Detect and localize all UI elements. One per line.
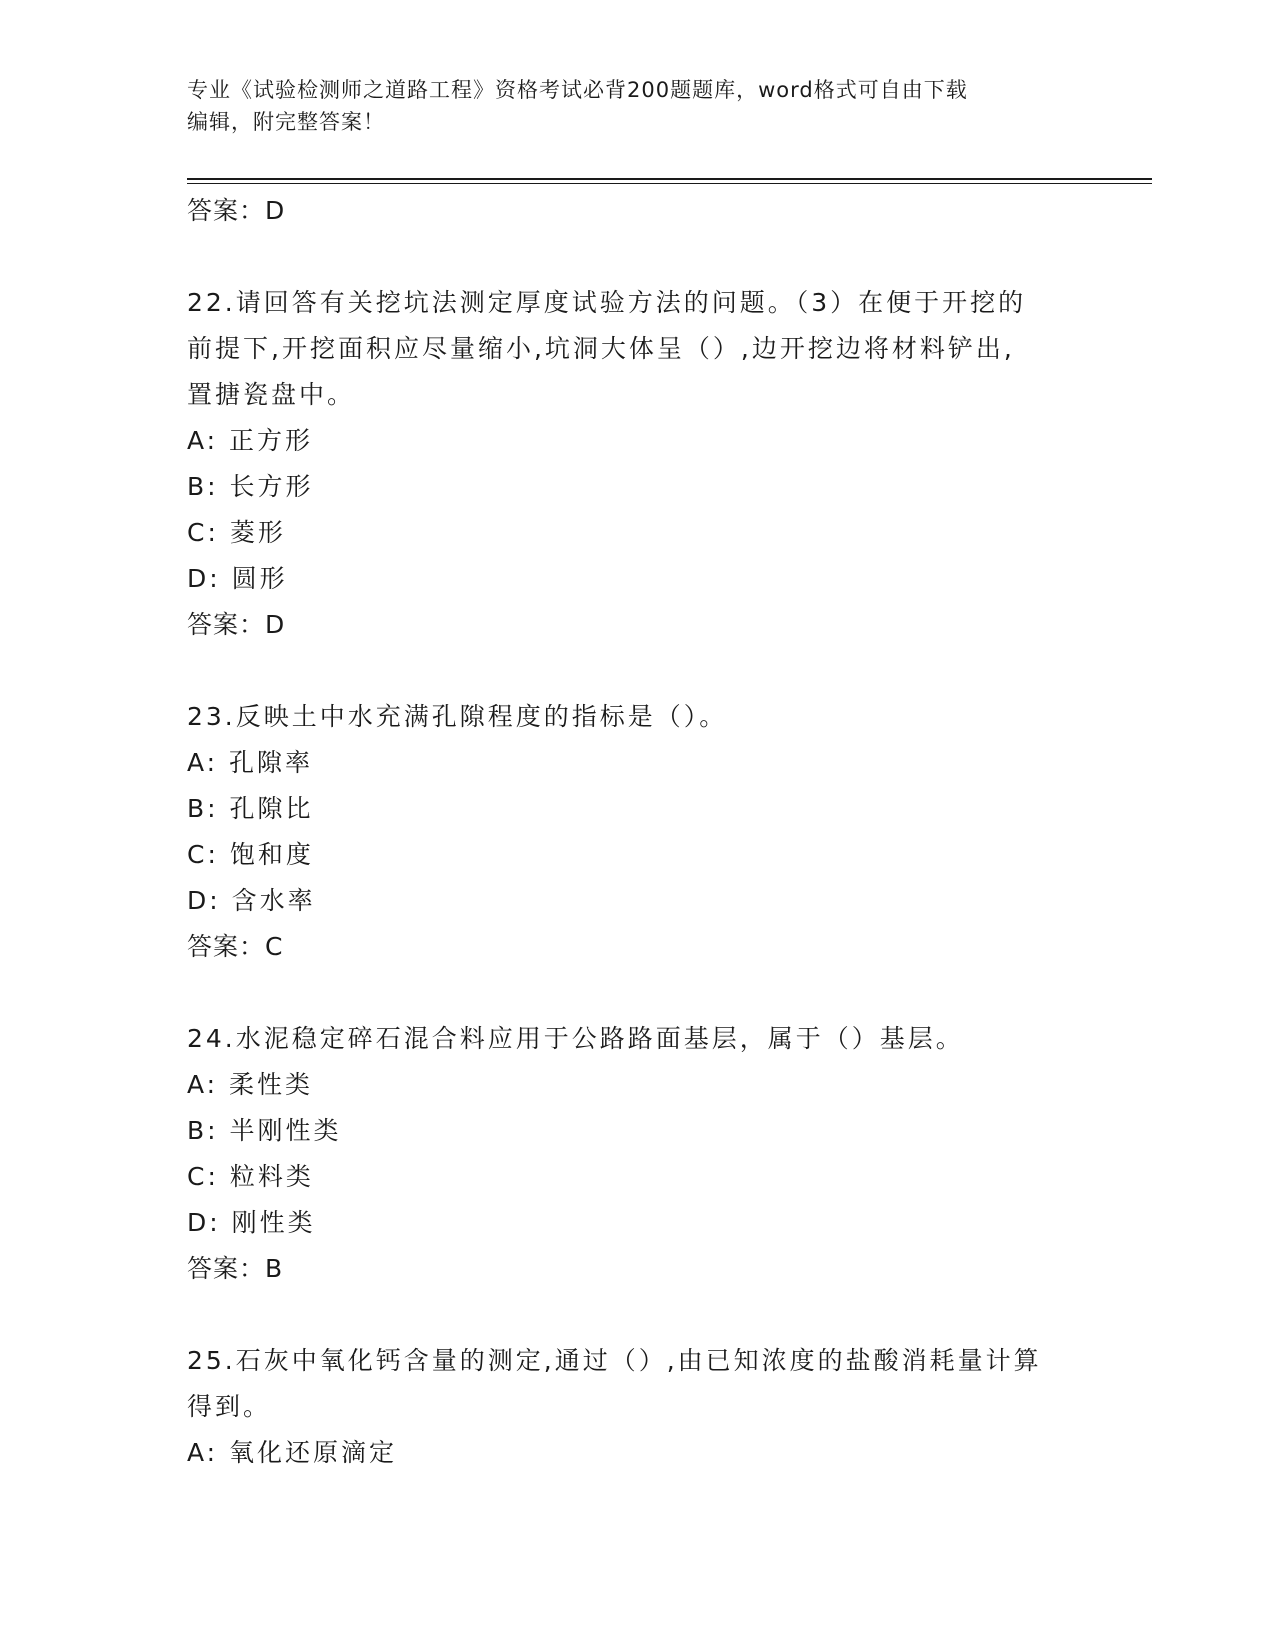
option-c: C: 粒料类 bbox=[187, 1162, 314, 1191]
question-text-line: 得到。 bbox=[187, 1392, 272, 1421]
option-d: D: 含水率 bbox=[187, 886, 316, 915]
question-block bbox=[187, 694, 1087, 970]
header-line-1: 专业《试验检测师之道路工程》资格考试必背200题题库，word格式可自由下载 bbox=[187, 78, 968, 102]
question-block bbox=[187, 280, 1087, 648]
question-text-line: 25.石灰中氧化钙含量的测定,通过（）,由已知浓度的盐酸消耗量计算 bbox=[187, 1346, 1042, 1375]
option-d: D: 刚性类 bbox=[187, 1208, 316, 1237]
question-text-line: 前提下,开挖面积应尽量缩小,坑洞大体呈（）,边开挖边将材料铲出, bbox=[187, 334, 1015, 363]
answer-line: 答案：C bbox=[187, 932, 284, 961]
question-list bbox=[187, 188, 1087, 1476]
option-a: A: 氧化还原滴定 bbox=[187, 1438, 398, 1467]
option-c: C: 饱和度 bbox=[187, 840, 314, 869]
question-text-line: 置搪瓷盘中。 bbox=[187, 380, 356, 409]
answer-line: 答案：B bbox=[187, 1254, 284, 1283]
answer-line: 答案：D bbox=[187, 610, 286, 639]
option-b: B: 长方形 bbox=[187, 472, 314, 501]
question-text-line: 23.反映土中水充满孔隙程度的指标是（）。 bbox=[187, 702, 728, 731]
header-divider-thin bbox=[187, 183, 1152, 184]
answer-line: 答案：D bbox=[187, 196, 286, 225]
option-c: C: 菱形 bbox=[187, 518, 286, 547]
header-divider-thick bbox=[187, 178, 1152, 180]
option-a: A: 柔性类 bbox=[187, 1070, 314, 1099]
option-d: D: 圆形 bbox=[187, 564, 288, 593]
document-header bbox=[187, 74, 1087, 138]
option-b: B: 半刚性类 bbox=[187, 1116, 342, 1145]
header-line-2: 编辑，附完整答案！ bbox=[187, 110, 385, 134]
question-text-line: 22.请回答有关挖坑法测定厚度试验方法的问题。（3）在便于开挖的 bbox=[187, 288, 1027, 317]
option-a: A: 孔隙率 bbox=[187, 748, 314, 777]
question-text-line: 24.水泥稳定碎石混合料应用于公路路面基层，属于（）基层。 bbox=[187, 1024, 964, 1053]
option-a: A: 正方形 bbox=[187, 426, 314, 455]
question-block bbox=[187, 1338, 1087, 1476]
option-b: B: 孔隙比 bbox=[187, 794, 314, 823]
question-block bbox=[187, 1016, 1087, 1292]
